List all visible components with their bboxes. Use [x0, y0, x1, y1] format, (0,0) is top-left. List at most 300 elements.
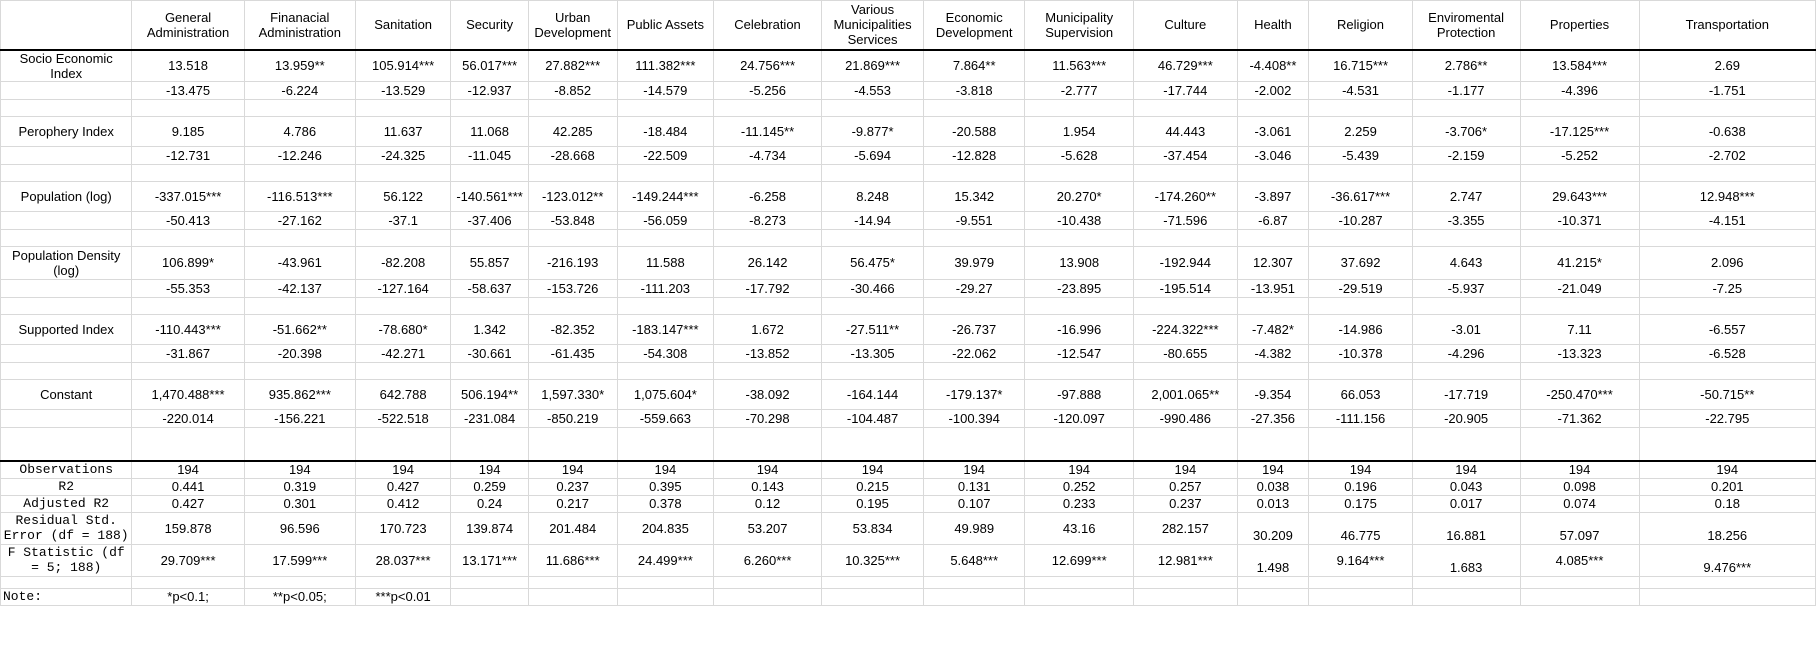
std-error-cell: -100.394 — [924, 409, 1025, 427]
coefficient-cell: -216.193 — [528, 246, 617, 279]
spacer-row — [1, 99, 1816, 116]
empty-cell — [1025, 297, 1134, 314]
empty-cell — [1520, 229, 1639, 246]
empty-cell — [617, 576, 714, 588]
std-error-cell: -12.731 — [132, 146, 244, 164]
empty-cell — [1520, 99, 1639, 116]
coefficient-cell: -9.354 — [1237, 379, 1309, 409]
stat-row-adj_r2 — [1, 495, 1816, 512]
empty-cell — [1237, 427, 1309, 461]
empty-cell — [244, 576, 355, 588]
std-error-cell: -4.553 — [821, 81, 923, 99]
std-error-cell: -29.519 — [1309, 279, 1412, 297]
coefficient-cell: 44.443 — [1134, 116, 1237, 146]
empty-cell — [1237, 362, 1309, 379]
stat-value: 201.484 — [528, 512, 617, 544]
empty-cell — [1134, 427, 1237, 461]
std-error-cell: -6.224 — [244, 81, 355, 99]
empty-cell — [528, 164, 617, 181]
stat-value: 0.233 — [1025, 495, 1134, 512]
coefficient-cell: -50.715** — [1639, 379, 1815, 409]
std-error-cell: -13.305 — [821, 344, 923, 362]
coefficient-row — [1, 116, 1816, 146]
empty-cell — [132, 576, 244, 588]
std-error-row — [1, 279, 1816, 297]
coefficient-cell: 13.584*** — [1520, 50, 1639, 82]
std-error-cell: -22.062 — [924, 344, 1025, 362]
empty-cell — [1025, 99, 1134, 116]
std-error-cell: -42.271 — [355, 344, 450, 362]
column-header: General Administration — [132, 1, 244, 50]
stat-value: 6.260*** — [714, 544, 822, 576]
empty-cell — [1, 344, 132, 362]
coefficient-cell: 42.285 — [528, 116, 617, 146]
coefficient-cell: -174.260** — [1134, 181, 1237, 211]
coefficient-cell: -78.680* — [355, 314, 450, 344]
std-error-cell: -5.256 — [714, 81, 822, 99]
stat-value: 0.013 — [1237, 495, 1309, 512]
std-error-cell: -12.937 — [451, 81, 528, 99]
coefficient-cell: -0.638 — [1639, 116, 1815, 146]
stat-value: 194 — [132, 461, 244, 478]
empty-cell — [617, 99, 714, 116]
std-error-cell: -56.059 — [617, 211, 714, 229]
std-error-cell: -10.371 — [1520, 211, 1639, 229]
empty-cell — [1520, 362, 1639, 379]
std-error-cell: -10.287 — [1309, 211, 1412, 229]
coefficient-cell: 1,470.488*** — [132, 379, 244, 409]
std-error-cell: -24.325 — [355, 146, 450, 164]
empty-cell — [1520, 576, 1639, 588]
stat-value: 57.097 — [1520, 512, 1639, 544]
empty-cell — [1639, 297, 1815, 314]
empty-cell — [1412, 99, 1520, 116]
empty-cell — [924, 588, 1025, 605]
stat-value: 1.498 — [1237, 544, 1309, 576]
empty-cell — [244, 297, 355, 314]
coefficient-cell: -26.737 — [924, 314, 1025, 344]
empty-cell — [1639, 588, 1815, 605]
stat-value: 0.18 — [1639, 495, 1815, 512]
coefficient-row — [1, 50, 1816, 82]
stat-value: 0.412 — [355, 495, 450, 512]
empty-cell — [821, 297, 923, 314]
stat-value: 194 — [617, 461, 714, 478]
empty-cell — [132, 427, 244, 461]
std-error-cell: -9.551 — [924, 211, 1025, 229]
std-error-cell: -55.353 — [132, 279, 244, 297]
spacer-row — [1, 362, 1816, 379]
stat-row-fstat — [1, 544, 1816, 576]
empty-cell — [617, 164, 714, 181]
stat-value: 0.098 — [1520, 478, 1639, 495]
empty-cell — [132, 362, 244, 379]
coefficient-cell: -192.944 — [1134, 246, 1237, 279]
std-error-cell: -21.049 — [1520, 279, 1639, 297]
spacer-row — [1, 576, 1816, 588]
std-error-cell: -231.084 — [451, 409, 528, 427]
std-error-cell: -13.323 — [1520, 344, 1639, 362]
empty-cell — [821, 576, 923, 588]
stat-value: 0.252 — [1025, 478, 1134, 495]
std-error-cell: -54.308 — [617, 344, 714, 362]
spacer-row — [1, 427, 1816, 461]
std-error-cell: -4.296 — [1412, 344, 1520, 362]
std-error-cell: -4.382 — [1237, 344, 1309, 362]
empty-cell — [1134, 164, 1237, 181]
std-error-cell: -30.466 — [821, 279, 923, 297]
coefficient-cell: 11.637 — [355, 116, 450, 146]
empty-cell — [1237, 576, 1309, 588]
stat-value: 194 — [714, 461, 822, 478]
column-header: Properties — [1520, 1, 1639, 50]
coefficient-cell: -116.513*** — [244, 181, 355, 211]
empty-cell — [1237, 164, 1309, 181]
column-header: Various Municipalities Services — [821, 1, 923, 50]
stat-value: 18.256 — [1639, 512, 1815, 544]
empty-cell — [1309, 229, 1412, 246]
empty-cell — [1309, 164, 1412, 181]
empty-cell — [1237, 297, 1309, 314]
empty-cell — [1412, 297, 1520, 314]
stat-label: Adjusted R2 — [1, 495, 132, 512]
coefficient-cell: 13.959** — [244, 50, 355, 82]
stat-value: 11.686*** — [528, 544, 617, 576]
std-error-cell: -7.25 — [1639, 279, 1815, 297]
empty-cell — [244, 362, 355, 379]
std-error-cell: -12.547 — [1025, 344, 1134, 362]
std-error-cell: -111.156 — [1309, 409, 1412, 427]
stat-value: 10.325*** — [821, 544, 923, 576]
coefficient-cell: 106.899* — [132, 246, 244, 279]
coefficient-cell: -164.144 — [821, 379, 923, 409]
std-error-cell: -12.246 — [244, 146, 355, 164]
empty-cell — [617, 588, 714, 605]
std-error-cell: -2.002 — [1237, 81, 1309, 99]
coefficient-cell: -179.137* — [924, 379, 1025, 409]
std-error-cell: -850.219 — [528, 409, 617, 427]
empty-cell — [1237, 588, 1309, 605]
coefficient-cell: 13.518 — [132, 50, 244, 82]
stat-label: R2 — [1, 478, 132, 495]
empty-cell — [821, 229, 923, 246]
empty-cell — [451, 229, 528, 246]
std-error-row — [1, 81, 1816, 99]
coefficient-cell: 29.643*** — [1520, 181, 1639, 211]
stat-value: 53.834 — [821, 512, 923, 544]
stat-value: 0.257 — [1134, 478, 1237, 495]
coefficient-cell: 11.068 — [451, 116, 528, 146]
coefficient-cell: -82.208 — [355, 246, 450, 279]
coefficient-cell: -3.897 — [1237, 181, 1309, 211]
coefficient-cell: -18.484 — [617, 116, 714, 146]
std-error-cell: -6.528 — [1639, 344, 1815, 362]
stat-value: 4.085*** — [1520, 544, 1639, 576]
column-header: Celebration — [714, 1, 822, 50]
empty-cell — [1134, 588, 1237, 605]
empty-cell — [1309, 99, 1412, 116]
stat-value: 0.107 — [924, 495, 1025, 512]
column-header: Religion — [1309, 1, 1412, 50]
std-error-cell: -13.951 — [1237, 279, 1309, 297]
stat-value: 0.043 — [1412, 478, 1520, 495]
coefficient-cell: 2.747 — [1412, 181, 1520, 211]
empty-cell — [1520, 427, 1639, 461]
empty-cell — [1134, 99, 1237, 116]
empty-cell — [1412, 588, 1520, 605]
stat-value: 12.699*** — [1025, 544, 1134, 576]
empty-cell — [1520, 297, 1639, 314]
coefficient-cell: 41.215* — [1520, 246, 1639, 279]
std-error-cell: -4.151 — [1639, 211, 1815, 229]
stat-value: 0.319 — [244, 478, 355, 495]
std-error-cell: -13.852 — [714, 344, 822, 362]
empty-cell — [1309, 297, 1412, 314]
empty-cell — [355, 427, 450, 461]
empty-cell — [355, 164, 450, 181]
stat-value: 0.017 — [1412, 495, 1520, 512]
empty-cell — [1237, 229, 1309, 246]
corner-cell — [1, 1, 132, 50]
empty-cell — [451, 164, 528, 181]
column-header: Culture — [1134, 1, 1237, 50]
stat-row-observations — [1, 461, 1816, 478]
stat-value: 194 — [924, 461, 1025, 478]
coefficient-cell: 56.475* — [821, 246, 923, 279]
column-header: Enviromental Protection — [1412, 1, 1520, 50]
coefficient-cell: 11.563*** — [1025, 50, 1134, 82]
coefficient-cell: 16.715*** — [1309, 50, 1412, 82]
empty-cell — [1639, 576, 1815, 588]
stat-value: 0.427 — [132, 495, 244, 512]
std-error-cell: -30.661 — [451, 344, 528, 362]
empty-cell — [714, 588, 822, 605]
coefficient-cell: -4.408** — [1237, 50, 1309, 82]
stat-value: 0.395 — [617, 478, 714, 495]
std-error-cell: -37.454 — [1134, 146, 1237, 164]
empty-cell — [1025, 362, 1134, 379]
empty-cell — [451, 427, 528, 461]
empty-cell — [451, 297, 528, 314]
empty-cell — [1520, 164, 1639, 181]
std-error-cell: -2.777 — [1025, 81, 1134, 99]
std-error-cell: -11.045 — [451, 146, 528, 164]
variable-label: Population (log) — [1, 181, 132, 211]
stat-row-rse — [1, 512, 1816, 544]
empty-cell — [821, 99, 923, 116]
empty-cell — [528, 362, 617, 379]
empty-cell — [355, 576, 450, 588]
coefficient-cell: 37.692 — [1309, 246, 1412, 279]
empty-cell — [1, 297, 132, 314]
variable-label: Socio Economic Index — [1, 50, 132, 82]
empty-cell — [132, 297, 244, 314]
coefficient-cell: -123.012** — [528, 181, 617, 211]
coefficient-cell: -11.145** — [714, 116, 822, 146]
std-error-cell: -990.486 — [1134, 409, 1237, 427]
spacer-row — [1, 164, 1816, 181]
coefficient-cell: 66.053 — [1309, 379, 1412, 409]
empty-cell — [132, 229, 244, 246]
empty-cell — [1134, 576, 1237, 588]
empty-cell — [528, 588, 617, 605]
std-error-cell: -120.097 — [1025, 409, 1134, 427]
empty-cell — [1134, 362, 1237, 379]
coefficient-cell: -250.470*** — [1520, 379, 1639, 409]
std-error-cell: -14.579 — [617, 81, 714, 99]
std-error-cell: -10.438 — [1025, 211, 1134, 229]
stat-value: 0.259 — [451, 478, 528, 495]
std-error-cell: -20.905 — [1412, 409, 1520, 427]
coefficient-cell: 1.342 — [451, 314, 528, 344]
coefficient-cell: 46.729*** — [1134, 50, 1237, 82]
empty-cell — [1025, 576, 1134, 588]
empty-cell — [451, 576, 528, 588]
coefficient-cell: 12.307 — [1237, 246, 1309, 279]
std-error-cell: -3.818 — [924, 81, 1025, 99]
coefficient-cell: -43.961 — [244, 246, 355, 279]
coefficient-cell: -183.147*** — [617, 314, 714, 344]
coefficient-row — [1, 181, 1816, 211]
stat-value: 0.215 — [821, 478, 923, 495]
empty-cell — [821, 164, 923, 181]
empty-cell — [714, 576, 822, 588]
std-error-cell: -61.435 — [528, 344, 617, 362]
empty-cell — [355, 99, 450, 116]
stat-value: 0.301 — [244, 495, 355, 512]
std-error-cell: -156.221 — [244, 409, 355, 427]
coefficient-cell: 56.017*** — [451, 50, 528, 82]
empty-cell — [244, 427, 355, 461]
header-row — [1, 1, 1816, 50]
coefficient-cell: 506.194** — [451, 379, 528, 409]
coefficient-cell: 1,075.604* — [617, 379, 714, 409]
std-error-cell: -70.298 — [714, 409, 822, 427]
std-error-cell: -14.94 — [821, 211, 923, 229]
stat-value: 96.596 — [244, 512, 355, 544]
stat-value: 194 — [1025, 461, 1134, 478]
std-error-cell: -10.378 — [1309, 344, 1412, 362]
empty-cell — [1412, 164, 1520, 181]
std-error-cell: -37.1 — [355, 211, 450, 229]
note-label: Note: — [1, 588, 132, 605]
coefficient-cell: -17.125*** — [1520, 116, 1639, 146]
coefficient-cell: 13.908 — [1025, 246, 1134, 279]
std-error-row — [1, 211, 1816, 229]
stat-value: 170.723 — [355, 512, 450, 544]
coefficient-cell: 26.142 — [714, 246, 822, 279]
empty-cell — [244, 99, 355, 116]
coefficient-cell: 20.270* — [1025, 181, 1134, 211]
stat-value: 9.476*** — [1639, 544, 1815, 576]
std-error-cell: -20.398 — [244, 344, 355, 362]
stat-value: 16.881 — [1412, 512, 1520, 544]
empty-cell — [1, 146, 132, 164]
spacer-row — [1, 229, 1816, 246]
empty-cell — [1, 409, 132, 427]
stat-value: 49.989 — [924, 512, 1025, 544]
std-error-cell: -5.694 — [821, 146, 923, 164]
significance-note: *p<0.1; — [132, 588, 244, 605]
coefficient-cell: 642.788 — [355, 379, 450, 409]
coefficient-cell: -17.719 — [1412, 379, 1520, 409]
std-error-cell: -27.356 — [1237, 409, 1309, 427]
empty-cell — [1412, 576, 1520, 588]
column-header: Economic Development — [924, 1, 1025, 50]
std-error-row — [1, 146, 1816, 164]
stat-value: 0.196 — [1309, 478, 1412, 495]
coefficient-cell: -97.888 — [1025, 379, 1134, 409]
empty-cell — [1412, 229, 1520, 246]
stat-value: 0.195 — [821, 495, 923, 512]
empty-cell — [244, 164, 355, 181]
empty-cell — [528, 297, 617, 314]
std-error-cell: -153.726 — [528, 279, 617, 297]
column-header: Transportation — [1639, 1, 1815, 50]
std-error-cell: -13.529 — [355, 81, 450, 99]
empty-cell — [1520, 588, 1639, 605]
std-error-cell: -37.406 — [451, 211, 528, 229]
stat-value: 53.207 — [714, 512, 822, 544]
empty-cell — [1309, 588, 1412, 605]
empty-cell — [528, 229, 617, 246]
stat-value: 28.037*** — [355, 544, 450, 576]
stat-value: 194 — [1412, 461, 1520, 478]
stat-value: 0.201 — [1639, 478, 1815, 495]
std-error-cell: -127.164 — [355, 279, 450, 297]
coefficient-cell: 105.914*** — [355, 50, 450, 82]
coefficient-cell: 2,001.065** — [1134, 379, 1237, 409]
empty-cell — [714, 297, 822, 314]
empty-cell — [1, 427, 132, 461]
empty-cell — [1309, 576, 1412, 588]
variable-label: Perophery Index — [1, 116, 132, 146]
stat-value: 194 — [821, 461, 923, 478]
coefficient-cell: -14.986 — [1309, 314, 1412, 344]
stat-value: 0.427 — [355, 478, 450, 495]
empty-cell — [451, 588, 528, 605]
std-error-cell: -71.362 — [1520, 409, 1639, 427]
empty-cell — [1309, 362, 1412, 379]
coefficient-cell: -224.322*** — [1134, 314, 1237, 344]
empty-cell — [1025, 229, 1134, 246]
coefficient-cell: 1.672 — [714, 314, 822, 344]
stat-label: F Statistic (df = 5; 188) — [1, 544, 132, 576]
std-error-cell: -522.518 — [355, 409, 450, 427]
empty-cell — [924, 297, 1025, 314]
std-error-cell: -5.252 — [1520, 146, 1639, 164]
coefficient-cell: -3.01 — [1412, 314, 1520, 344]
stat-value: 0.441 — [132, 478, 244, 495]
empty-cell — [1, 362, 132, 379]
empty-cell — [1025, 588, 1134, 605]
stat-value: 0.237 — [1134, 495, 1237, 512]
stat-value: 194 — [1520, 461, 1639, 478]
std-error-cell: -3.355 — [1412, 211, 1520, 229]
std-error-cell: -2.702 — [1639, 146, 1815, 164]
column-header: Sanitation — [355, 1, 450, 50]
variable-label: Supported Index — [1, 314, 132, 344]
coefficient-cell: -149.244*** — [617, 181, 714, 211]
empty-cell — [1025, 427, 1134, 461]
empty-cell — [714, 99, 822, 116]
empty-cell — [355, 229, 450, 246]
std-error-cell: -220.014 — [132, 409, 244, 427]
empty-cell — [617, 427, 714, 461]
empty-cell — [1639, 164, 1815, 181]
spacer-row — [1, 297, 1816, 314]
std-error-cell: -5.439 — [1309, 146, 1412, 164]
